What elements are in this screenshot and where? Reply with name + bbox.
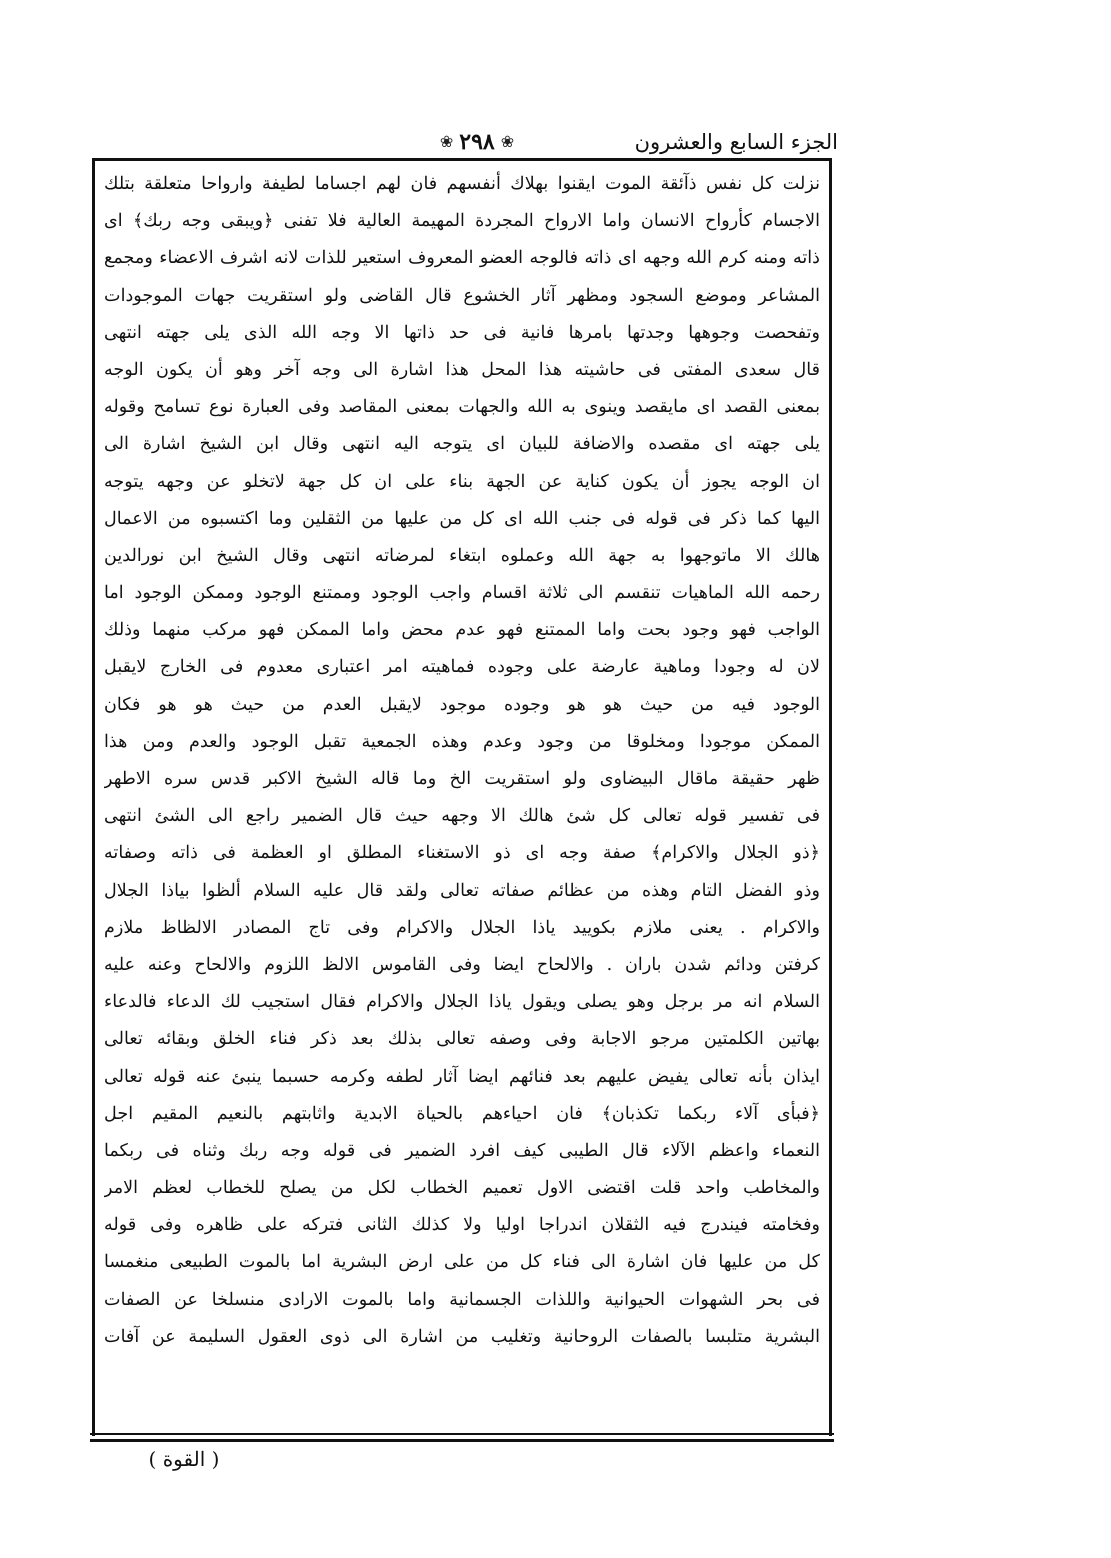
text-line: رحمه الله الماهيات تنقسم الى ثلاثة اقسام واجب الوجود وممتنع الوجود وممكن الوجود اما xyxy=(104,583,820,604)
text-line: هالك الا ماتوجهوا به جهة الله وعملوه ابتغاء لمرضاته انتهى وقال الشيخ ابن نورالدين xyxy=(104,545,820,566)
page-number-block xyxy=(422,128,532,156)
text-line: وتفحصت وجوهها وجدتها بامرها فانية فى حد ذاتها الا وجه الله الذى يلى جهته انتهى xyxy=(104,322,820,343)
text-line: قال سعدى المفتى فى حاشيته هذا المحل هذا اشارة الى وجه آخر وهو أن يكون الوجه xyxy=(104,359,820,380)
text-line: ظهر حقيقة ماقال البيضاوى ولو استقريت الخ وما قاله الشيخ الاكبر قدس سره الاطهر xyxy=(104,769,820,789)
text-line: لان له وجودا وماهية عارضة على وجوده فماهيته امر اعتبارى معدوم فى الخارج لايقبل xyxy=(104,657,820,678)
text-line: الاجسام كأرواح الانسان واما الارواح المجردة المهيمة العالية فلا تفنى ﴿ويبقى وجه ربك﴾ اى xyxy=(104,211,820,232)
text-line: بمعنى القصد اى مايقصد وينوى به الله والجهات بمعنى المقاصد وفى العبارة نوع تسامح وقوله xyxy=(104,397,820,418)
text-line: يلى جهته اى مقصده والاضافة للبيان اى يتوجه اليه انتهى وقال ابن الشيخ اشارة الى xyxy=(104,434,820,455)
ornament-left-icon: ❀ xyxy=(439,132,454,151)
page-header xyxy=(92,128,838,156)
text-line: ان الوجه يجوز أن يكون كناية عن الجهة بناء على ان كل جهة لاتخلو عن وجهه يتوجه xyxy=(104,471,820,492)
ornament-right-icon: ❀ xyxy=(500,132,515,151)
text-line: الواجب فهو وجود بحت واما الممتنع فهو عدم محض واما الممكن فهو مركب منهما وذلك xyxy=(104,620,820,641)
text-line: ﴿فبأى آلاء ربكما تكذبان﴾ فان احياءهم بالحياة الابدية واثابتهم بالنعيم المقيم اجل xyxy=(104,1103,820,1124)
text-line: بهاتين الكلمتين مرجو الاجابة وفى وصفه تعالى بذلك بعد ذكر فناء الخلق وبقائه تعالى xyxy=(104,1029,820,1050)
text-line: ايذان بأنه تعالى يفيض عليهم بعد فنائهم ايضا آثار لطفه وكرمه حسبما ينبئ عنه قوله تعالى xyxy=(104,1066,820,1087)
text-line: كرفتن ودائم شدن باران . والالحاح ايضا وفى القاموس الالظ اللزوم والالحاح وعنه عليه xyxy=(104,954,820,975)
page-number: ٢٩٨ xyxy=(459,129,495,155)
frame-bottom-rule xyxy=(90,1433,834,1435)
text-line: ﴿ذو الجلال والاكرام﴾ صفة وجه اى ذو الاستغناء المطلق او العظمة فى ذاته وصفاته xyxy=(104,843,820,864)
text-line: فى تفسير قوله تعالى كل شئ هالك الا وجهه حيث قال الضمير راجع الى الشئ انتهى xyxy=(104,806,820,827)
catchword: ( القوة ) xyxy=(148,1447,220,1471)
text-line: السلام انه مر برجل وهو يصلى ويقول ياذا الجلال والاكرام فقال استجيب لك الدعاء فالدعاء xyxy=(104,992,820,1013)
text-line: الممكن موجودا ومخلوقا من وجود وعدم وهذه الجمعية تقبل الوجود والعدم ومن هذا xyxy=(104,731,820,752)
text-line: النعماء واعظم الآلاء قال الطيبى كيف افرد الضمير فى قوله وجه ربك وثناه فى ربكما xyxy=(104,1140,820,1161)
text-line: وذو الفضل التام وهذه من عظائم صفاته تعالى ولقد قال عليه السلام ألظوا بياذا الجلال xyxy=(104,880,820,901)
text-line: اليها كما ذكر فى قوله فى جنب الله اى كل من عليها من الثقلين وما اكتسبوه من الاعمال xyxy=(104,508,820,529)
text-line: الوجود فيه من حيث هو هو وجوده موجود لايقبل العدم من حيث هو هو فكان xyxy=(104,694,820,715)
text-line: المشاعر وموضع السجود ومظهر آثار الخشوع قال القاضى ولو استقريت جهات الموجودات xyxy=(104,285,820,306)
running-title: الجزء السابع والعشرون xyxy=(634,130,838,154)
text-line: والمخاطب واحد قلت اقتضى الاول تعميم الخطاب لكل من يصلح للخطاب لعظم الامر xyxy=(104,1178,820,1199)
frame-bottom-rule-double xyxy=(90,1439,834,1442)
text-line: البشرية متلبسا بالصفات الروحانية وتغليب من اشارة الى ذوى العقول السليمة عن آفات xyxy=(104,1326,820,1347)
body-text xyxy=(104,166,820,1432)
text-line: ذاته ومنه كرم الله وجهه اى ذاته فالوجه العضو المعروف استعير للذات لانه اشرف الاعضاء ومجمع xyxy=(104,248,820,269)
text-line: كل من عليها فان اشارة الى فناء كل من على ارض البشرية اما بالموت الطبيعى منغمسا xyxy=(104,1252,820,1273)
text-line: فى بحر الشهوات الحيوانية واللذات الجسمانية واما بالموت الارادى منسلخا عن الصفات xyxy=(104,1289,820,1310)
text-line: وفخامته فيندرج فيه الثقلان اندراجا اوليا ولا كذلك الثانى فتركه على ظاهره وفى قوله xyxy=(104,1215,820,1236)
text-line: والاكرام . يعنى ملازم بكوييد ياذا الجلال والاكرام وفى تاج المصادر الالظاظ ملازم xyxy=(104,917,820,938)
text-line: نزلت كل نفس ذآئقة الموت ايقنوا بهلاك أنفسهم فان لهم اجساما لطيفة وارواحا متعلقة بتلك xyxy=(104,174,820,194)
